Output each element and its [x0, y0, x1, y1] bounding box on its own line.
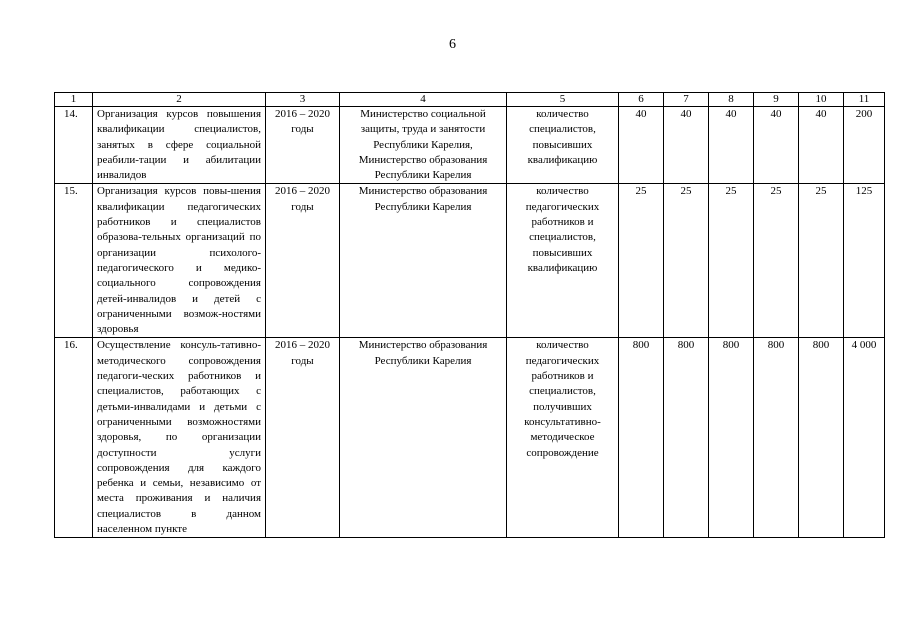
header-cell: 9 — [754, 93, 799, 107]
header-cell: 2 — [93, 93, 266, 107]
header-cell: 11 — [844, 93, 885, 107]
header-cell: 1 — [55, 93, 93, 107]
value-cell: 800 — [709, 338, 754, 538]
value-cell: 40 — [709, 107, 754, 184]
indicator: количество специалистов, повысивших квалификацию — [507, 107, 619, 184]
period: 2016 – 2020 годы — [266, 184, 340, 338]
activity-name: Организация курсов повышения квалификации специалистов, занятых в сфере социальной реабили-тации и абилитации инвалидов — [93, 107, 266, 184]
value-cell: 25 — [664, 184, 709, 338]
value-cell: 25 — [754, 184, 799, 338]
value-cell: 25 — [619, 184, 664, 338]
row-number: 16. — [55, 338, 93, 538]
total-cell: 4 000 — [844, 338, 885, 538]
program-table — [54, 92, 885, 538]
value-cell: 800 — [754, 338, 799, 538]
page-number: 6 — [449, 37, 456, 52]
value-cell: 25 — [799, 184, 844, 338]
header-cell: 10 — [799, 93, 844, 107]
row-number: 15. — [55, 184, 93, 338]
total-cell: 125 — [844, 184, 885, 338]
indicator: количество педагогических работников и специалистов, получивших консультативно-методическое сопровождение — [507, 338, 619, 538]
table-header-row — [55, 93, 885, 107]
header-cell: 7 — [664, 93, 709, 107]
executor: Министерство образования Республики Карелия — [340, 338, 507, 538]
value-cell: 40 — [754, 107, 799, 184]
value-cell: 40 — [619, 107, 664, 184]
table-row — [55, 184, 885, 338]
value-cell: 40 — [799, 107, 844, 184]
activity-name: Осуществление консуль-тативно-методического сопровождения педагоги-ческих работников и специалистов, работающих с детьми-инвалидами и детьми с ограниченными возможностями здоровья, по организации доступности услуги сопровождения для каждого ребенка и семьи, независимо от места проживания и наличия специалистов в данном населенном пункте — [93, 338, 266, 538]
activity-name: Организация курсов повы-шения квалификации педагогических работников и специалистов образова-тельных организаций по организации психолого-педагогического и медико-социального сопровождения детей-инвалидов и детей с ограниченными возмож-ностями здоровья — [93, 184, 266, 338]
value-cell: 800 — [619, 338, 664, 538]
value-cell: 40 — [664, 107, 709, 184]
value-cell: 800 — [664, 338, 709, 538]
executor: Министерство образования Республики Карелия — [340, 184, 507, 338]
table-row — [55, 107, 885, 184]
table-row — [55, 338, 885, 538]
executor: Министерство социальной защиты, труда и занятости Республики Карелия, Министерство образования Республики Карелия — [340, 107, 507, 184]
header-cell: 5 — [507, 93, 619, 107]
indicator: количество педагогических работников и специалистов, повысивших квалификацию — [507, 184, 619, 338]
row-number: 14. — [55, 107, 93, 184]
value-cell: 25 — [709, 184, 754, 338]
header-cell: 4 — [340, 93, 507, 107]
period: 2016 – 2020 годы — [266, 107, 340, 184]
period: 2016 – 2020 годы — [266, 338, 340, 538]
total-cell: 200 — [844, 107, 885, 184]
header-cell: 3 — [266, 93, 340, 107]
header-cell: 8 — [709, 93, 754, 107]
header-cell: 6 — [619, 93, 664, 107]
value-cell: 800 — [799, 338, 844, 538]
